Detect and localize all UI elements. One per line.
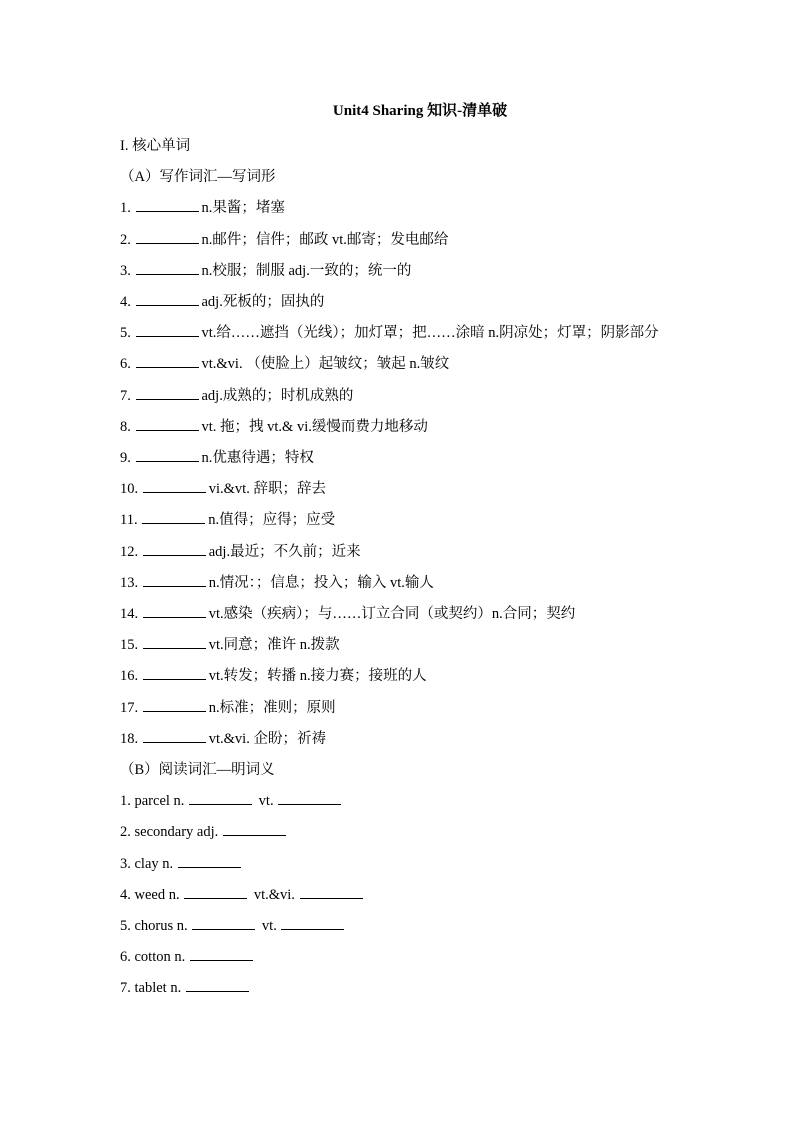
item-definition: vt.转发；转播 n.接力赛；接班的人 [208, 668, 427, 685]
item-definition: vt.&vi. （使脸上）起皱纹；皱起 n.皱纹 [201, 356, 450, 373]
item-word: chorus [134, 918, 174, 935]
item-definition: n.校服；制服 adj.一致的；统一的 [201, 262, 412, 279]
answer-blank[interactable] [136, 353, 199, 368]
section-heading: I. 核心单词 [120, 138, 191, 154]
answer-blank[interactable] [143, 478, 206, 493]
answer-blank[interactable] [190, 946, 253, 961]
item-number: 11. [120, 512, 138, 529]
answer-blank[interactable] [184, 884, 247, 899]
item-definition: vi.&vt. 辞职；辞去 [208, 481, 326, 498]
item-number: 13. [120, 574, 139, 591]
item-pos: n. [174, 949, 186, 966]
item-pos: n. [168, 886, 180, 903]
item-number: 6. [120, 356, 131, 373]
list-item [120, 349, 700, 380]
item-definition: n.标准；准则；原则 [208, 699, 336, 716]
item-definition: vt.&vi. 企盼；祈祷 [208, 730, 326, 747]
item-definition: n.邮件；信件；邮政 vt.邮寄；发电邮给 [201, 231, 449, 248]
answer-blank[interactable] [136, 291, 199, 306]
answer-blank[interactable] [136, 447, 199, 462]
answer-blank[interactable] [143, 541, 206, 556]
item-number: 4. [120, 886, 131, 903]
item-pos: vt. [258, 793, 274, 810]
list-item [120, 693, 700, 724]
list-item [120, 911, 700, 942]
list-item [120, 568, 700, 599]
answer-blank[interactable] [143, 572, 206, 587]
list-item [120, 942, 700, 973]
item-pos: n. [170, 980, 182, 997]
list-item [120, 505, 700, 536]
item-number: 3. [120, 262, 131, 279]
answer-blank[interactable] [281, 915, 344, 930]
item-word: weed [134, 886, 166, 903]
item-pos: n. [173, 793, 185, 810]
answer-blank[interactable] [136, 416, 199, 431]
item-definition: n.值得；应得；应受 [208, 512, 336, 529]
item-definition: n.果酱；堵塞 [201, 200, 285, 217]
writing-vocab-list [120, 193, 700, 755]
answer-blank[interactable] [143, 728, 206, 743]
item-number: 3. [120, 855, 131, 872]
list-item [120, 630, 700, 661]
item-definition: adj.最近；不久前；近来 [208, 543, 361, 560]
item-definition: vt.同意；准许 n.拨款 [208, 637, 340, 654]
item-number: 1. [120, 200, 131, 217]
answer-blank[interactable] [136, 229, 199, 244]
list-item [120, 880, 700, 911]
answer-blank[interactable] [223, 821, 286, 836]
answer-blank[interactable] [143, 603, 206, 618]
item-pos: vt. [261, 918, 277, 935]
item-pos: n. [176, 918, 188, 935]
item-number: 4. [120, 294, 131, 311]
subsection-a-heading: （A）写作词汇—写词形 [120, 169, 276, 186]
item-number: 5. [120, 325, 131, 342]
item-number: 1. [120, 793, 131, 810]
list-item [120, 537, 700, 568]
item-number: 16. [120, 668, 139, 685]
list-item [120, 443, 700, 474]
list-item [120, 724, 700, 755]
list-item [120, 973, 700, 1004]
answer-blank[interactable] [143, 697, 206, 712]
list-item [120, 599, 700, 630]
item-number: 17. [120, 699, 139, 716]
list-item [120, 287, 700, 318]
item-word: secondary [134, 824, 194, 841]
item-word: parcel [134, 793, 170, 810]
item-definition: vt.感染（疾病）；与……订立合同（或契约）n.合同；契约 [208, 606, 576, 623]
item-number: 7. [120, 980, 131, 997]
answer-blank[interactable] [300, 884, 363, 899]
answer-blank[interactable] [186, 977, 249, 992]
answer-blank[interactable] [136, 322, 199, 337]
page-title: Unit4 Sharing 知识-清单破 [332, 103, 508, 119]
item-definition: adj.成熟的；时机成熟的 [201, 387, 354, 404]
answer-blank[interactable] [192, 915, 255, 930]
list-item [120, 786, 700, 817]
reading-vocab-list [120, 786, 700, 1004]
list-item [120, 381, 700, 412]
item-number: 10. [120, 481, 139, 498]
item-number: 5. [120, 918, 131, 935]
answer-blank[interactable] [136, 197, 199, 212]
item-number: 12. [120, 543, 139, 560]
answer-blank[interactable] [143, 665, 206, 680]
list-item [120, 412, 700, 443]
item-number: 14. [120, 606, 139, 623]
item-definition: n.优惠待遇；特权 [201, 450, 314, 467]
item-word: clay [134, 855, 159, 872]
item-number: 15. [120, 637, 139, 654]
subsection-b-heading: （B）阅读词汇—明词义 [120, 762, 275, 779]
item-number: 7. [120, 387, 131, 404]
list-item [120, 318, 685, 349]
list-item [120, 225, 700, 256]
item-number: 6. [120, 949, 131, 966]
answer-blank[interactable] [136, 385, 199, 400]
item-number: 18. [120, 730, 139, 747]
list-item [120, 849, 700, 880]
item-definition: vt. 拖；拽 vt.& vi.缓慢而费力地移动 [201, 418, 428, 435]
item-pos: n. [162, 855, 174, 872]
answer-blank[interactable] [178, 853, 241, 868]
item-number: 2. [120, 824, 131, 841]
item-number: 9. [120, 450, 131, 467]
answer-blank[interactable] [189, 790, 252, 805]
answer-blank[interactable] [136, 260, 199, 275]
list-item [120, 817, 700, 848]
item-number: 8. [120, 418, 131, 435]
item-word: tablet [134, 980, 167, 997]
list-item [120, 256, 700, 287]
item-pos: vt.&vi. [253, 886, 295, 903]
answer-blank[interactable] [142, 509, 205, 524]
item-definition: vt.给……遮挡（光线）；加灯罩；把……涂暗 n.阴凉处；灯罩；阴影部分 [201, 325, 659, 342]
item-word: cotton [134, 949, 171, 966]
list-item [120, 474, 700, 505]
item-pos: adj. [196, 824, 219, 841]
item-number: 2. [120, 231, 131, 248]
worksheet-page [120, 100, 700, 1005]
list-item [120, 661, 700, 692]
item-definition: adj.死板的；固执的 [201, 294, 325, 311]
answer-blank[interactable] [143, 634, 206, 649]
answer-blank[interactable] [278, 790, 341, 805]
item-definition: n.情况：；信息；投入；输入 vt.输人 [208, 574, 434, 591]
list-item [120, 193, 700, 224]
